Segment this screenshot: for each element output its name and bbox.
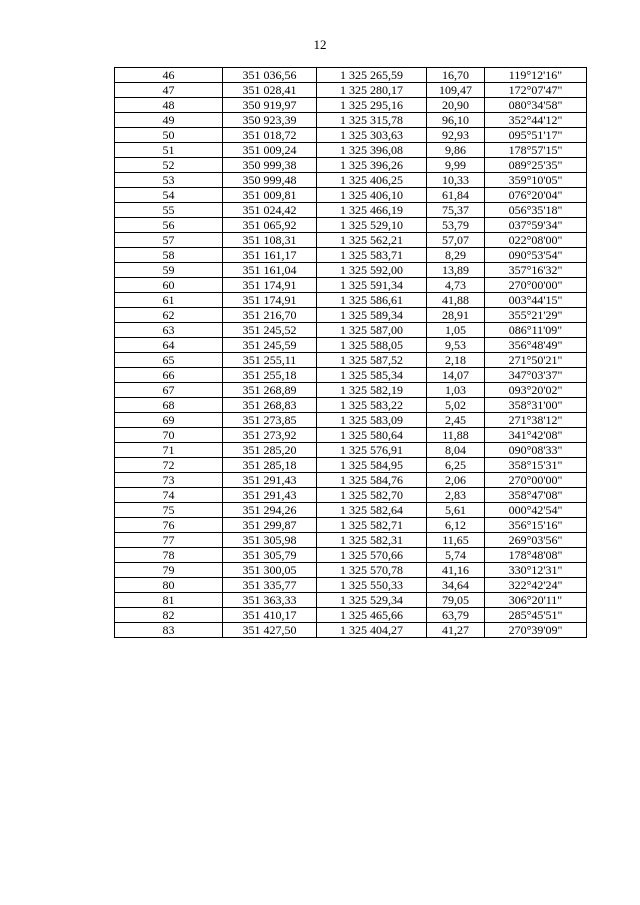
bearing-cell: 271°38'12": [485, 413, 587, 428]
bearing-cell: 003°44'15": [485, 293, 587, 308]
x-coordinate-cell: 351 299,87: [223, 518, 317, 533]
y-coordinate-cell: 1 325 404,27: [317, 623, 427, 638]
y-coordinate-cell: 1 325 570,66: [317, 548, 427, 563]
x-coordinate-cell: 351 291,43: [223, 488, 317, 503]
point-number-cell: 46: [115, 68, 223, 83]
table-row: [115, 98, 587, 113]
point-number-cell: 72: [115, 458, 223, 473]
distance-cell: 11,88: [427, 428, 485, 443]
distance-cell: 28,91: [427, 308, 485, 323]
point-number-cell: 61: [115, 293, 223, 308]
x-coordinate-cell: 350 923,39: [223, 113, 317, 128]
distance-cell: 96,10: [427, 113, 485, 128]
x-coordinate-cell: 351 216,70: [223, 308, 317, 323]
x-coordinate-cell: 351 273,85: [223, 413, 317, 428]
bearing-cell: 359°10'05": [485, 173, 587, 188]
table-row: [115, 293, 587, 308]
table-row: [115, 188, 587, 203]
bearing-cell: 358°47'08": [485, 488, 587, 503]
x-coordinate-cell: 350 999,38: [223, 158, 317, 173]
bearing-cell: 306°20'11": [485, 593, 587, 608]
distance-cell: 79,05: [427, 593, 485, 608]
x-coordinate-cell: 351 009,81: [223, 188, 317, 203]
distance-cell: 16,70: [427, 68, 485, 83]
point-number-cell: 66: [115, 368, 223, 383]
distance-cell: 2,83: [427, 488, 485, 503]
point-number-cell: 56: [115, 218, 223, 233]
x-coordinate-cell: 351 108,31: [223, 233, 317, 248]
y-coordinate-cell: 1 325 466,19: [317, 203, 427, 218]
bearing-cell: 270°00'00": [485, 473, 587, 488]
bearing-cell: 022°08'00": [485, 233, 587, 248]
table-row: [115, 593, 587, 608]
y-coordinate-cell: 1 325 465,66: [317, 608, 427, 623]
distance-cell: 41,27: [427, 623, 485, 638]
point-number-cell: 53: [115, 173, 223, 188]
x-coordinate-cell: 350 999,48: [223, 173, 317, 188]
y-coordinate-cell: 1 325 562,21: [317, 233, 427, 248]
bearing-cell: 356°15'16": [485, 518, 587, 533]
table-row: [115, 128, 587, 143]
point-number-cell: 49: [115, 113, 223, 128]
y-coordinate-cell: 1 325 583,22: [317, 398, 427, 413]
point-number-cell: 60: [115, 278, 223, 293]
table-row: [115, 443, 587, 458]
distance-cell: 6,12: [427, 518, 485, 533]
coordinates-table-body: [115, 68, 587, 638]
bearing-cell: 178°57'15": [485, 143, 587, 158]
page-number: 12: [313, 37, 327, 52]
distance-cell: 8,04: [427, 443, 485, 458]
distance-cell: 5,61: [427, 503, 485, 518]
point-number-cell: 80: [115, 578, 223, 593]
x-coordinate-cell: 351 273,92: [223, 428, 317, 443]
point-number-cell: 58: [115, 248, 223, 263]
coordinates-table: [114, 67, 587, 638]
table-row: [115, 218, 587, 233]
point-number-cell: 69: [115, 413, 223, 428]
y-coordinate-cell: 1 325 587,52: [317, 353, 427, 368]
distance-cell: 11,65: [427, 533, 485, 548]
x-coordinate-cell: 351 174,91: [223, 278, 317, 293]
bearing-cell: 357°16'32": [485, 263, 587, 278]
bearing-cell: 347°03'37": [485, 368, 587, 383]
distance-cell: 53,79: [427, 218, 485, 233]
table-row: [115, 158, 587, 173]
bearing-cell: 285°45'51": [485, 608, 587, 623]
y-coordinate-cell: 1 325 588,05: [317, 338, 427, 353]
table-row: [115, 203, 587, 218]
y-coordinate-cell: 1 325 396,08: [317, 143, 427, 158]
table-row: [115, 533, 587, 548]
distance-cell: 5,74: [427, 548, 485, 563]
bearing-cell: 322°42'24": [485, 578, 587, 593]
table-row: [115, 83, 587, 98]
bearing-cell: 330°12'31": [485, 563, 587, 578]
point-number-cell: 67: [115, 383, 223, 398]
distance-cell: 10,33: [427, 173, 485, 188]
table-row: [115, 143, 587, 158]
table-row: [115, 503, 587, 518]
y-coordinate-cell: 1 325 265,59: [317, 68, 427, 83]
bearing-cell: 358°31'00": [485, 398, 587, 413]
x-coordinate-cell: 351 410,17: [223, 608, 317, 623]
x-coordinate-cell: 351 268,83: [223, 398, 317, 413]
x-coordinate-cell: 351 291,43: [223, 473, 317, 488]
distance-cell: 92,93: [427, 128, 485, 143]
distance-cell: 109,47: [427, 83, 485, 98]
table-row: [115, 428, 587, 443]
point-number-cell: 50: [115, 128, 223, 143]
bearing-cell: 352°44'12": [485, 113, 587, 128]
bearing-cell: 356°48'49": [485, 338, 587, 353]
table-row: [115, 458, 587, 473]
x-coordinate-cell: 351 245,52: [223, 323, 317, 338]
bearing-cell: 093°20'02": [485, 383, 587, 398]
table-row: [115, 248, 587, 263]
table-row: [115, 563, 587, 578]
bearing-cell: 037°59'34": [485, 218, 587, 233]
distance-cell: 41,16: [427, 563, 485, 578]
x-coordinate-cell: 351 018,72: [223, 128, 317, 143]
y-coordinate-cell: 1 325 529,34: [317, 593, 427, 608]
x-coordinate-cell: 351 174,91: [223, 293, 317, 308]
y-coordinate-cell: 1 325 580,64: [317, 428, 427, 443]
y-coordinate-cell: 1 325 582,19: [317, 383, 427, 398]
x-coordinate-cell: 351 036,56: [223, 68, 317, 83]
x-coordinate-cell: 351 024,42: [223, 203, 317, 218]
table-row: [115, 308, 587, 323]
point-number-cell: 75: [115, 503, 223, 518]
distance-cell: 8,29: [427, 248, 485, 263]
y-coordinate-cell: 1 325 550,33: [317, 578, 427, 593]
y-coordinate-cell: 1 325 585,34: [317, 368, 427, 383]
table-row: [115, 338, 587, 353]
distance-cell: 1,03: [427, 383, 485, 398]
distance-cell: 2,06: [427, 473, 485, 488]
table-row: [115, 473, 587, 488]
y-coordinate-cell: 1 325 584,76: [317, 473, 427, 488]
table-row: [115, 263, 587, 278]
distance-cell: 2,18: [427, 353, 485, 368]
y-coordinate-cell: 1 325 592,00: [317, 263, 427, 278]
distance-cell: 63,79: [427, 608, 485, 623]
bearing-cell: 056°35'18": [485, 203, 587, 218]
x-coordinate-cell: 351 335,77: [223, 578, 317, 593]
table-row: [115, 113, 587, 128]
point-number-cell: 57: [115, 233, 223, 248]
y-coordinate-cell: 1 325 582,71: [317, 518, 427, 533]
bearing-cell: 271°50'21": [485, 353, 587, 368]
distance-cell: 2,45: [427, 413, 485, 428]
point-number-cell: 47: [115, 83, 223, 98]
x-coordinate-cell: 351 305,79: [223, 548, 317, 563]
point-number-cell: 78: [115, 548, 223, 563]
distance-cell: 4,73: [427, 278, 485, 293]
x-coordinate-cell: 351 161,04: [223, 263, 317, 278]
point-number-cell: 76: [115, 518, 223, 533]
table-row: [115, 173, 587, 188]
point-number-cell: 73: [115, 473, 223, 488]
point-number-cell: 74: [115, 488, 223, 503]
y-coordinate-cell: 1 325 280,17: [317, 83, 427, 98]
point-number-cell: 65: [115, 353, 223, 368]
x-coordinate-cell: 351 363,33: [223, 593, 317, 608]
y-coordinate-cell: 1 325 529,10: [317, 218, 427, 233]
x-coordinate-cell: 351 300,05: [223, 563, 317, 578]
bearing-cell: 076°20'04": [485, 188, 587, 203]
distance-cell: 34,64: [427, 578, 485, 593]
bearing-cell: 086°11'09": [485, 323, 587, 338]
distance-cell: 6,25: [427, 458, 485, 473]
x-coordinate-cell: 351 255,18: [223, 368, 317, 383]
distance-cell: 5,02: [427, 398, 485, 413]
y-coordinate-cell: 1 325 582,64: [317, 503, 427, 518]
y-coordinate-cell: 1 325 303,63: [317, 128, 427, 143]
y-coordinate-cell: 1 325 406,10: [317, 188, 427, 203]
point-number-cell: 64: [115, 338, 223, 353]
table-row: [115, 233, 587, 248]
y-coordinate-cell: 1 325 584,95: [317, 458, 427, 473]
distance-cell: 13,89: [427, 263, 485, 278]
table-row: [115, 323, 587, 338]
point-number-cell: 83: [115, 623, 223, 638]
y-coordinate-cell: 1 325 591,34: [317, 278, 427, 293]
table-row: [115, 413, 587, 428]
bearing-cell: 095°51'17": [485, 128, 587, 143]
bearing-cell: 080°34'58": [485, 98, 587, 113]
distance-cell: 41,88: [427, 293, 485, 308]
y-coordinate-cell: 1 325 396,26: [317, 158, 427, 173]
table-row: [115, 488, 587, 503]
bearing-cell: 341°42'08": [485, 428, 587, 443]
distance-cell: 20,90: [427, 98, 485, 113]
bearing-cell: 090°08'33": [485, 443, 587, 458]
distance-cell: 9,86: [427, 143, 485, 158]
table-row: [115, 368, 587, 383]
x-coordinate-cell: 351 028,41: [223, 83, 317, 98]
table-row: [115, 383, 587, 398]
point-number-cell: 51: [115, 143, 223, 158]
distance-cell: 61,84: [427, 188, 485, 203]
point-number-cell: 52: [115, 158, 223, 173]
y-coordinate-cell: 1 325 587,00: [317, 323, 427, 338]
bearing-cell: 119°12'16": [485, 68, 587, 83]
y-coordinate-cell: 1 325 586,61: [317, 293, 427, 308]
table-row: [115, 623, 587, 638]
distance-cell: 1,05: [427, 323, 485, 338]
point-number-cell: 81: [115, 593, 223, 608]
x-coordinate-cell: 351 285,18: [223, 458, 317, 473]
point-number-cell: 54: [115, 188, 223, 203]
x-coordinate-cell: 350 919,97: [223, 98, 317, 113]
x-coordinate-cell: 351 294,26: [223, 503, 317, 518]
bearing-cell: 090°53'54": [485, 248, 587, 263]
bearing-cell: 172°07'47": [485, 83, 587, 98]
distance-cell: 75,37: [427, 203, 485, 218]
table-row: [115, 548, 587, 563]
x-coordinate-cell: 351 427,50: [223, 623, 317, 638]
y-coordinate-cell: 1 325 576,91: [317, 443, 427, 458]
point-number-cell: 48: [115, 98, 223, 113]
x-coordinate-cell: 351 285,20: [223, 443, 317, 458]
y-coordinate-cell: 1 325 406,25: [317, 173, 427, 188]
table-row: [115, 278, 587, 293]
y-coordinate-cell: 1 325 583,71: [317, 248, 427, 263]
x-coordinate-cell: 351 161,17: [223, 248, 317, 263]
point-number-cell: 63: [115, 323, 223, 338]
table-row: [115, 608, 587, 623]
point-number-cell: 70: [115, 428, 223, 443]
table-row: [115, 518, 587, 533]
bearing-cell: 000°42'54": [485, 503, 587, 518]
bearing-cell: 358°15'31": [485, 458, 587, 473]
bearing-cell: 270°39'09": [485, 623, 587, 638]
table-row: [115, 68, 587, 83]
x-coordinate-cell: 351 245,59: [223, 338, 317, 353]
point-number-cell: 68: [115, 398, 223, 413]
y-coordinate-cell: 1 325 582,70: [317, 488, 427, 503]
y-coordinate-cell: 1 325 570,78: [317, 563, 427, 578]
x-coordinate-cell: 351 009,24: [223, 143, 317, 158]
point-number-cell: 59: [115, 263, 223, 278]
x-coordinate-cell: 351 065,92: [223, 218, 317, 233]
point-number-cell: 71: [115, 443, 223, 458]
y-coordinate-cell: 1 325 582,31: [317, 533, 427, 548]
y-coordinate-cell: 1 325 315,78: [317, 113, 427, 128]
point-number-cell: 82: [115, 608, 223, 623]
point-number-cell: 55: [115, 203, 223, 218]
table-row: [115, 578, 587, 593]
bearing-cell: 178°48'08": [485, 548, 587, 563]
table-row: [115, 353, 587, 368]
distance-cell: 9,53: [427, 338, 485, 353]
distance-cell: 9,99: [427, 158, 485, 173]
x-coordinate-cell: 351 305,98: [223, 533, 317, 548]
bearing-cell: 089°25'35": [485, 158, 587, 173]
x-coordinate-cell: 351 255,11: [223, 353, 317, 368]
y-coordinate-cell: 1 325 583,09: [317, 413, 427, 428]
point-number-cell: 79: [115, 563, 223, 578]
distance-cell: 14,07: [427, 368, 485, 383]
x-coordinate-cell: 351 268,89: [223, 383, 317, 398]
table-row: [115, 398, 587, 413]
distance-cell: 57,07: [427, 233, 485, 248]
y-coordinate-cell: 1 325 295,16: [317, 98, 427, 113]
point-number-cell: 62: [115, 308, 223, 323]
bearing-cell: 270°00'00": [485, 278, 587, 293]
point-number-cell: 77: [115, 533, 223, 548]
bearing-cell: 269°03'56": [485, 533, 587, 548]
bearing-cell: 355°21'29": [485, 308, 587, 323]
y-coordinate-cell: 1 325 589,34: [317, 308, 427, 323]
